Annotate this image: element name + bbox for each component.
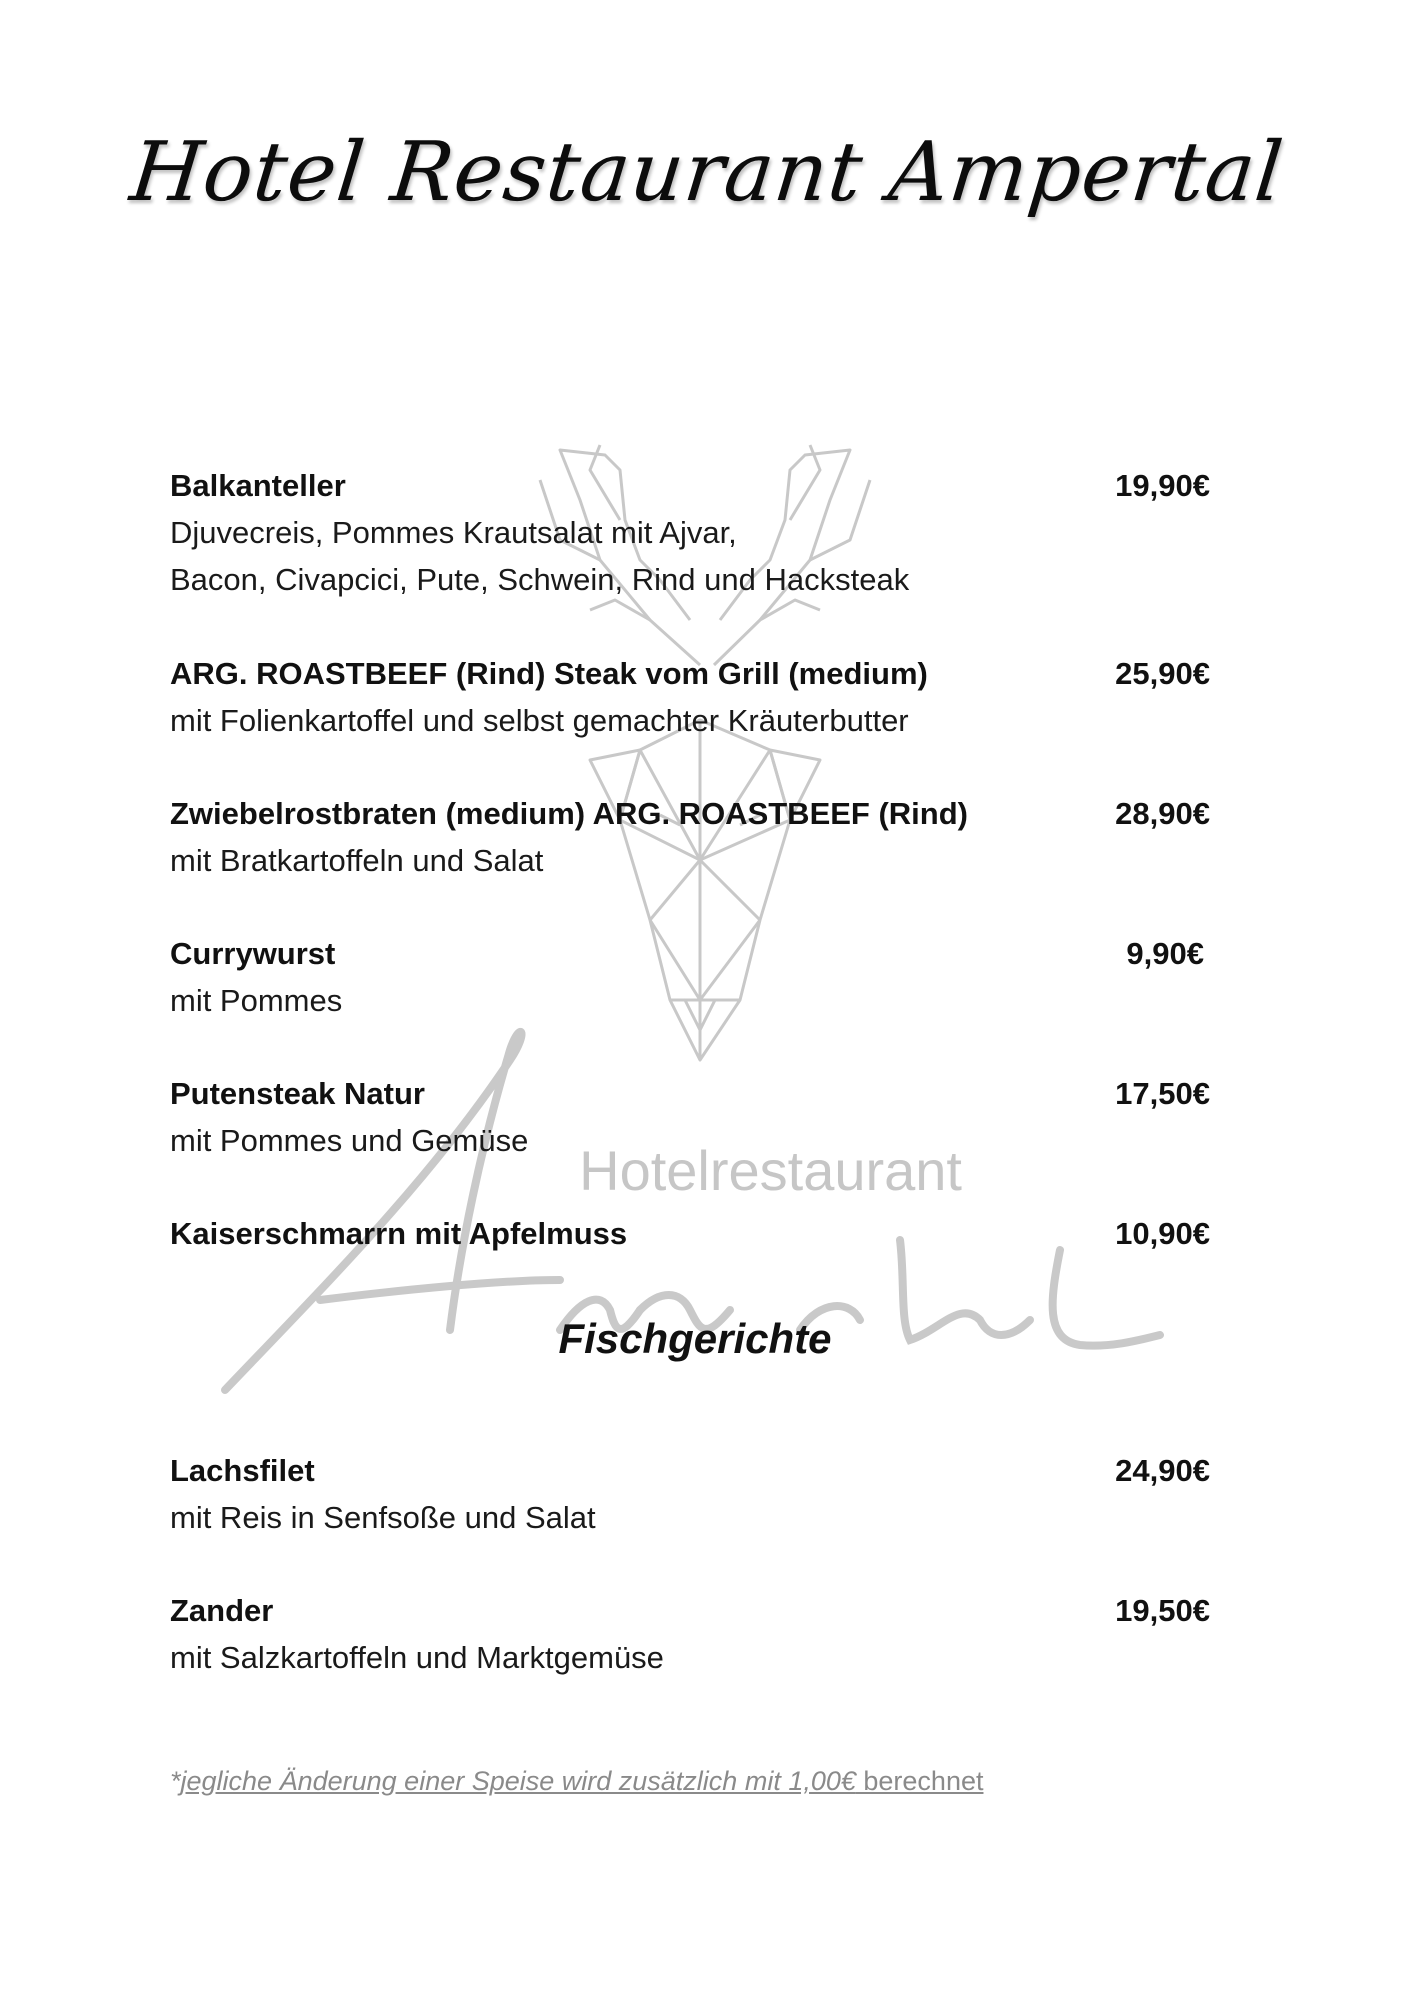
menu-item bbox=[170, 650, 1210, 744]
menu-item-desc: mit Pommes und Gemüse bbox=[170, 1123, 529, 1158]
footnote-star: * bbox=[170, 1766, 181, 1796]
menu-item-price: 19,50€ bbox=[1115, 1593, 1210, 1628]
menu-item-price: 24,90€ bbox=[1115, 1453, 1210, 1488]
menu-item-desc: mit Reis in Senfsoße und Salat bbox=[170, 1500, 596, 1535]
menu-item-name: ARG. ROASTBEEF (Rind) Steak vom Grill (medium) bbox=[170, 656, 928, 691]
page-title: Hotel Restaurant Ampertal bbox=[126, 125, 1288, 220]
menu-item-desc: mit Folienkartoffel und selbst gemachter Kräuterbutter bbox=[170, 703, 909, 738]
menu-item bbox=[170, 1210, 1210, 1257]
menu-item-desc: mit Salzkartoffeln und Marktgemüse bbox=[170, 1640, 664, 1675]
menu-item bbox=[170, 462, 1210, 603]
section-title-fischgerichte: Fischgerichte bbox=[558, 1315, 832, 1362]
menu-item bbox=[170, 1070, 1210, 1164]
menu-item-desc: mit Bratkartoffeln und Salat bbox=[170, 843, 544, 878]
watermark-hotelrestaurant: Hotelrestaurant bbox=[579, 1139, 962, 1202]
menu-item-price: 28,90€ bbox=[1115, 796, 1210, 831]
menu-item-desc: Djuvecreis, Pommes Krautsalat mit Ajvar, bbox=[170, 515, 737, 550]
menu-item-name: Kaiserschmarrn mit Apfelmuss bbox=[170, 1216, 628, 1251]
menu-item bbox=[170, 930, 1210, 1024]
menu-item-desc: Bacon, Civapcici, Pute, Schwein, Rind und Hacksteak bbox=[170, 562, 910, 597]
footnote bbox=[170, 1766, 983, 1797]
menu-item-price: 17,50€ bbox=[1115, 1076, 1210, 1111]
menu-list bbox=[170, 462, 1210, 1681]
menu-item-name: Currywurst bbox=[170, 936, 336, 971]
menu-item bbox=[170, 1587, 1210, 1681]
menu-item-name: Lachsfilet bbox=[170, 1453, 315, 1488]
menu-item-name: Zwiebelrostbraten (medium) ARG. ROASTBEEF (Rind) bbox=[170, 796, 968, 831]
footnote-plain-text: berechnet bbox=[855, 1766, 984, 1796]
menu-item-name: Zander bbox=[170, 1593, 274, 1628]
menu-item-price: 19,90€ bbox=[1115, 468, 1210, 503]
menu-item-price: 9,90€ bbox=[1126, 936, 1204, 971]
menu-item-price: 25,90€ bbox=[1115, 656, 1210, 691]
footnote-italic-text: jegliche Änderung einer Speise wird zusätzlich mit 1,00€ bbox=[180, 1766, 856, 1796]
menu-item-desc: mit Pommes bbox=[170, 983, 343, 1018]
menu-item-name: Balkanteller bbox=[170, 468, 346, 503]
menu-item-name: Putensteak Natur bbox=[170, 1076, 425, 1111]
menu-item bbox=[170, 1447, 1210, 1541]
menu-item-price: 10,90€ bbox=[1115, 1216, 1210, 1251]
menu-item bbox=[170, 790, 1210, 884]
